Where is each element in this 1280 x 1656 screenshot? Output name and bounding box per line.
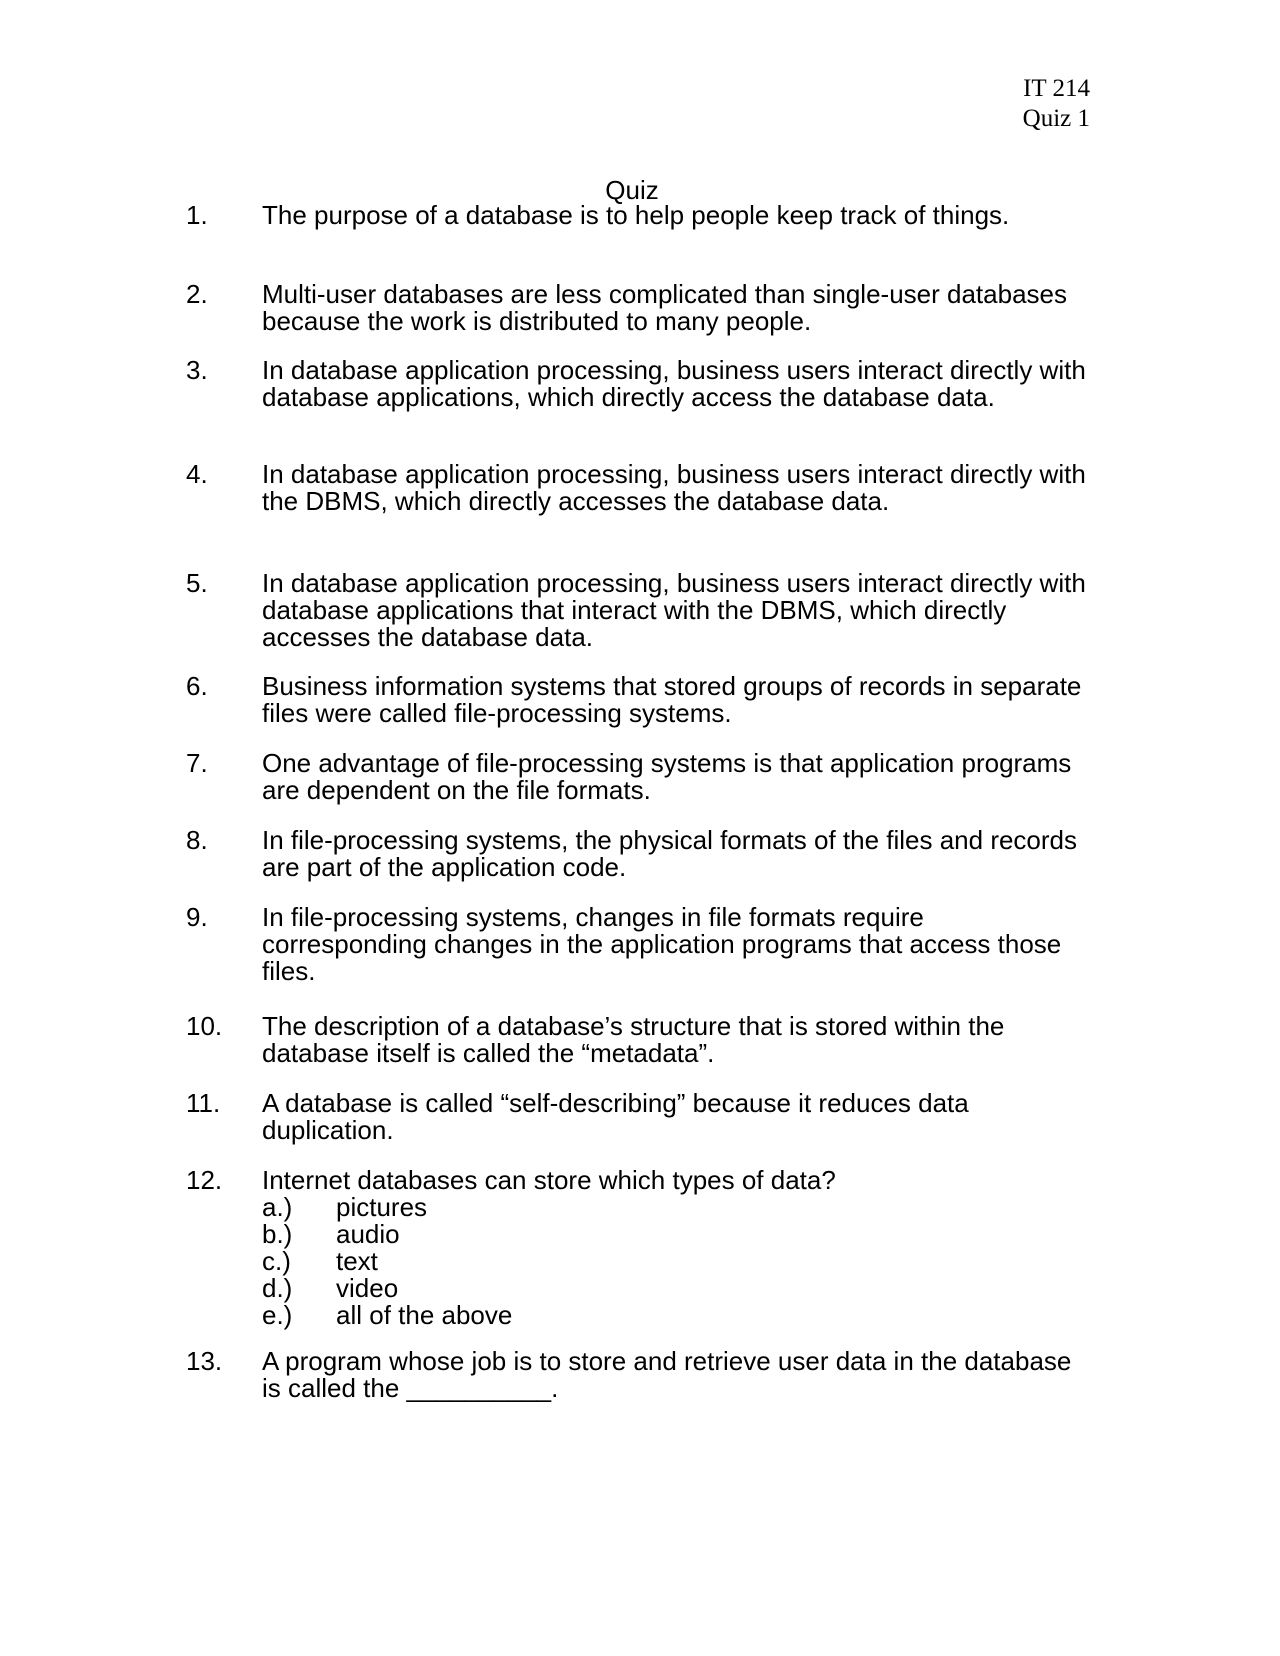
question-number: 12. <box>186 1165 223 1195</box>
choice-item <box>262 1194 862 1221</box>
choice-label: d.) <box>262 1273 293 1303</box>
question-number: 4. <box>186 459 208 489</box>
choice-text: audio <box>336 1219 400 1249</box>
choice-label: c.) <box>262 1246 291 1276</box>
question-number: 1. <box>186 200 208 230</box>
choice-item <box>262 1275 862 1302</box>
question-number: 13. <box>186 1346 223 1376</box>
question-text: Multi-user databases are less complicated than single-user databases because the work is distributed to many people. <box>262 279 1067 336</box>
choice-list <box>262 1194 862 1329</box>
choice-item <box>262 1302 862 1329</box>
question-text: The description of a database’s structure that is stored within the database itself is called the “metadata”. <box>262 1011 1005 1068</box>
question-text: One advantage of file-processing systems is that application programs are dependent on the file formats. <box>262 748 1072 805</box>
question-number: 5. <box>186 568 208 598</box>
choice-item <box>262 1221 862 1248</box>
question-text: Business information systems that stored groups of records in separate files were called file-processing systems. <box>262 671 1082 728</box>
question-number: 10. <box>186 1011 223 1041</box>
question-text: Internet databases can store which types of data? <box>262 1165 836 1195</box>
question-number: 3. <box>186 355 208 385</box>
page-title: Quiz <box>605 175 659 205</box>
question-text: The purpose of a database is to help people keep track of things. <box>262 200 1010 230</box>
question-number: 8. <box>186 825 208 855</box>
quiz-label: Quiz 1 <box>1022 105 1090 132</box>
question-text: In database application processing, business users interact directly with the DBMS, which directly accesses the database data. <box>262 459 1086 516</box>
choice-label: e.) <box>262 1300 293 1330</box>
choice-label: b.) <box>262 1219 293 1249</box>
course-code: IT 214 <box>1023 75 1090 102</box>
choice-text: video <box>336 1273 399 1303</box>
question-number: 9. <box>186 902 208 932</box>
choice-text: text <box>336 1246 378 1276</box>
choice-text: all of the above <box>336 1300 513 1330</box>
choice-item <box>262 1248 862 1275</box>
choice-label: a.) <box>262 1192 293 1222</box>
question-text: A database is called “self-describing” because it reduces data duplication. <box>262 1088 969 1145</box>
question-number: 11. <box>186 1088 221 1118</box>
choice-text: pictures <box>336 1192 428 1222</box>
question-text: In database application processing, business users interact directly with database applications, which directly access the database data. <box>262 355 1086 412</box>
question-number: 2. <box>186 279 208 309</box>
question-number: 6. <box>186 671 208 701</box>
question-number: 7. <box>186 748 208 778</box>
question-text: A program whose job is to store and retrieve user data in the database is called the __________. <box>262 1346 1072 1403</box>
question-text: In file-processing systems, the physical formats of the files and records are part of the application code. <box>262 825 1078 882</box>
question-text: In file-processing systems, changes in file formats require corresponding changes in the application programs that access those files. <box>262 902 1062 986</box>
question-text: In database application processing, business users interact directly with database applications that interact with the DBMS, which directly accesses the database data. <box>262 568 1086 652</box>
